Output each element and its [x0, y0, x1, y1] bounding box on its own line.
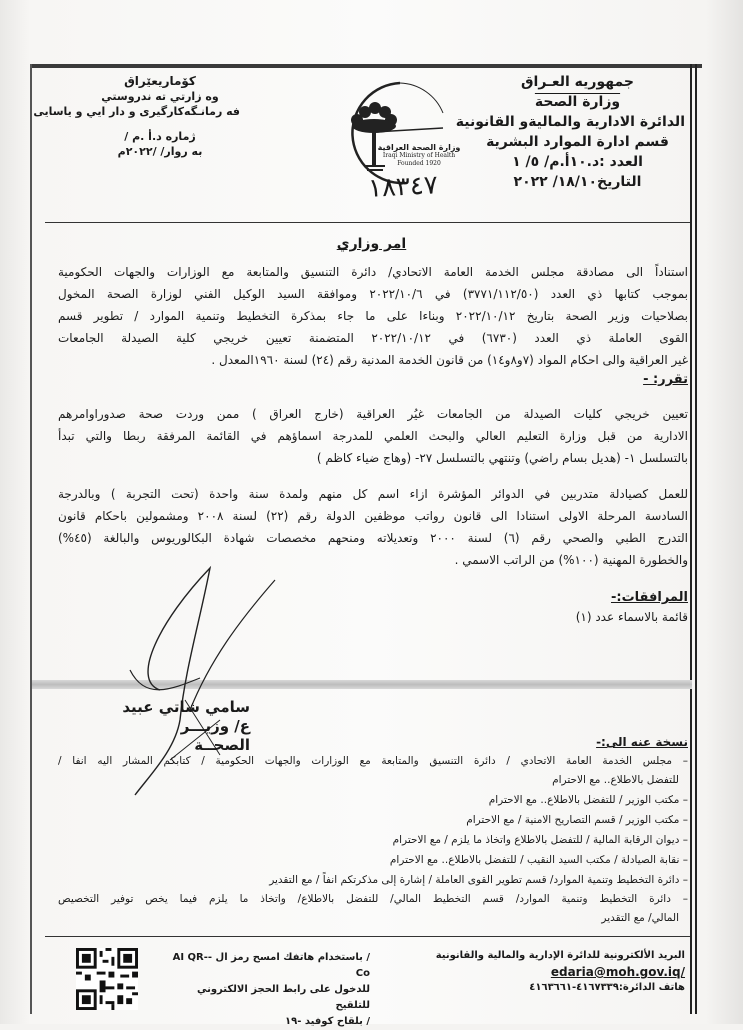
cc-item-continued: المالي/ مع التقدير — [601, 912, 679, 924]
terms-line: التدرج الطبي والصحي رقم (٦) لسنة ٢٠٠٠ وتعديلاته ومنحهم مخصصات شهادة البكالوريوس والبالغة (٤٥%) — [58, 531, 688, 545]
letterhead-arabic — [455, 72, 685, 192]
footer-divider — [45, 936, 690, 937]
logo-founded-text: Founded 1920 — [397, 160, 441, 167]
cc-item: – مكتب الوزير / للتفضل بالاطلاع.. مع الاحترام — [488, 794, 688, 806]
directorate-name: الدائرة الادارية والماليةو القانونية — [455, 114, 685, 130]
preamble-line: القوى العاملة ذي العدد (٦٧٣٠) في ٢٠٢٢/١٠/١٢ المتضمنة تعيين خريجي كلية الصيدلة الجامعات — [58, 331, 688, 345]
cc-item-continued: للتفضل بالاطلاع.. مع الاحترام — [552, 774, 679, 786]
section-name: قسم ادارة الموارد البشرية — [486, 134, 669, 150]
document-date: التاريخ١٨/١٠/ ٢٠٢٢ — [513, 174, 642, 190]
header-divider — [45, 222, 690, 223]
cc-item: – مجلس الخدمة العامة الاتحادي / دائرة التنسيق والمتابعة مع الوزارات والجهات الحكومية / كتابكم المشار اليه انفا / — [58, 755, 688, 767]
reference-number: العدد :د.١٠أ.م/ ٥/ ١ — [512, 154, 643, 170]
logo-english-text: Iraqi Ministry of Health — [382, 152, 456, 159]
kurdish-number: ژماره د.أ .م / — [124, 130, 196, 143]
signatory-block — [120, 698, 250, 755]
preamble-line: بصلاحيات وزير الصحة بتاريخ ٢٠٢٢/١٠/١٢ وبناءا على ما جاء بمذكرة التخطيط وتنمية الموارد / تطوير قسم — [58, 309, 688, 323]
frame-border-top — [30, 64, 702, 68]
terms-line: والخطورة المهنية (١٠٠%) من الراتب الاسمي . — [454, 553, 688, 567]
qr-note-line: / بلقاح كوفيد -١٩ — [285, 1016, 370, 1027]
preamble-line: استناداً الى مصادقة مجلس الخدمة العامة الاتحادي/ دائرة التنسيق والمتابعة مع الوزارات والجهات الحكومية — [58, 265, 688, 279]
terms-line: للعمل كصيادلة متدربين في الدوائر المؤشرة ازاء اسم كل منهم ولمدة سنة واحدة (تحت التجربة ) وبالدرجة — [58, 487, 688, 501]
kurdish-country: كۆماریعێراق — [124, 74, 196, 88]
document-title: امر وزاري — [336, 236, 407, 252]
signatory-name: سامي شاتي عبيد — [122, 698, 250, 716]
kurdish-ministry: وه زارتي ته ندروستي — [101, 90, 219, 103]
qr-note-line: للدخول على رابط الحجز الالكتروني للتلقيح — [196, 984, 370, 1011]
cc-item: – مكتب الوزير / قسم التصاريح الامنية / مع الاحترام — [466, 814, 688, 826]
frame-border-right — [690, 64, 697, 1014]
qr-code-icon[interactable] — [76, 948, 138, 1010]
attachments-heading: المرافقات:- — [610, 590, 688, 605]
email-link[interactable]: edaria@moh.gov.iq/ — [550, 965, 685, 979]
cc-item: – دائرة التخطيط وتنمية الموارد/ قسم التخطيط المالي/ للتفضل بالاطلاع/ واتخاذ ما يلزم فيما يخص توفير التخصيص — [58, 893, 688, 905]
country-name: جمهوريه العـراق — [521, 74, 634, 90]
qr-note-line: / باستخدام هاتفك امسح رمز ال -AI QR-Co — [172, 952, 370, 979]
phone-numbers: هاتف الدائرة:٤١٦٧٣٣٩-٤١٦٣٦٦١ — [529, 982, 685, 993]
kurdish-date: به روار/ /٢٠٢٢م — [117, 145, 203, 158]
appointment-line: تعيين خريجي كليات الصيدلة من الجامعات غيُر العراقية (خارج العراق ) ممن وردت صحة صدوراوامرهم — [58, 407, 688, 421]
cc-item: – ديوان الرقابة المالية / للتفضل بالاطلاع واتخاذ ما يلزم / مع الاحترام — [392, 834, 688, 846]
appointment-line: بالتسلسل ١- (هديل بسام راضي) وتنتهي بالتسلسل ٢٧- (وهاج ضياء كاظم ) — [316, 451, 688, 465]
handwritten-incoming-number: ١٨٣٤٧ — [367, 170, 439, 204]
cc-item: – دائرة التخطيط وتنمية الموارد/ قسم تطوير القوى العاملة / إشارة إلى مذكرتكم انفاً / مع التقدير — [269, 874, 688, 886]
ministry-name: وزارة الصحة — [534, 94, 621, 110]
terms-line: السادسة المرحلة الاولى استنادا الى قانون رواتب موظفين الدولة رقم (٢٢) لسنة ٢٠٠٨ ومشمولين باحكام قانون — [58, 509, 688, 523]
logo-arabic-text: وزارة الصحة العراقية — [377, 143, 461, 152]
signatory-title: ع/ وزيـــر الصحــة — [180, 717, 250, 754]
cc-heading: نسخة عنه الى:- — [596, 735, 688, 749]
letterhead-kurdish — [33, 74, 240, 159]
cc-item: – نقابة الصيادلة / مكتب السيد النقيب / للتفضل بالاطلاع.. مع الاحترام — [389, 854, 688, 866]
frame-border-left — [30, 64, 32, 1014]
email-label: البريد الألكترونية للدائرة الإدارية والمالية والقانونية — [435, 950, 685, 961]
footer-contact — [425, 948, 685, 996]
attachment-item: قائمة بالاسماء عدد (١) — [575, 610, 688, 624]
kurdish-directorate: فه رمانـگەكارگیری و دار ایي و یاسایی — [33, 105, 240, 118]
decided-heading: تقرر: - — [643, 372, 688, 387]
preamble-line: غير العراقية والى احكام المواد (٧و٨و١٤) من قانون الخدمة المدنية رقم (٢٤) لسنة ١٩٦٠المعدل . — [211, 353, 688, 367]
appointment-line: الادارية من قبل وزارة التعليم العالي والبحث العلمي للمدرجة اسماؤهم في القائمة المرفقة ربطا والتي تبدأ — [58, 429, 688, 443]
preamble-line: بموجب كتابها ذي العدد (٣٧٧١/١١٢/٥٠) في ٢٠٢٢/١٠/٦ وموافقة السيد الوكيل الفني لوزارة الصحة المخول — [58, 287, 688, 301]
footer-qr-note — [170, 950, 370, 1030]
